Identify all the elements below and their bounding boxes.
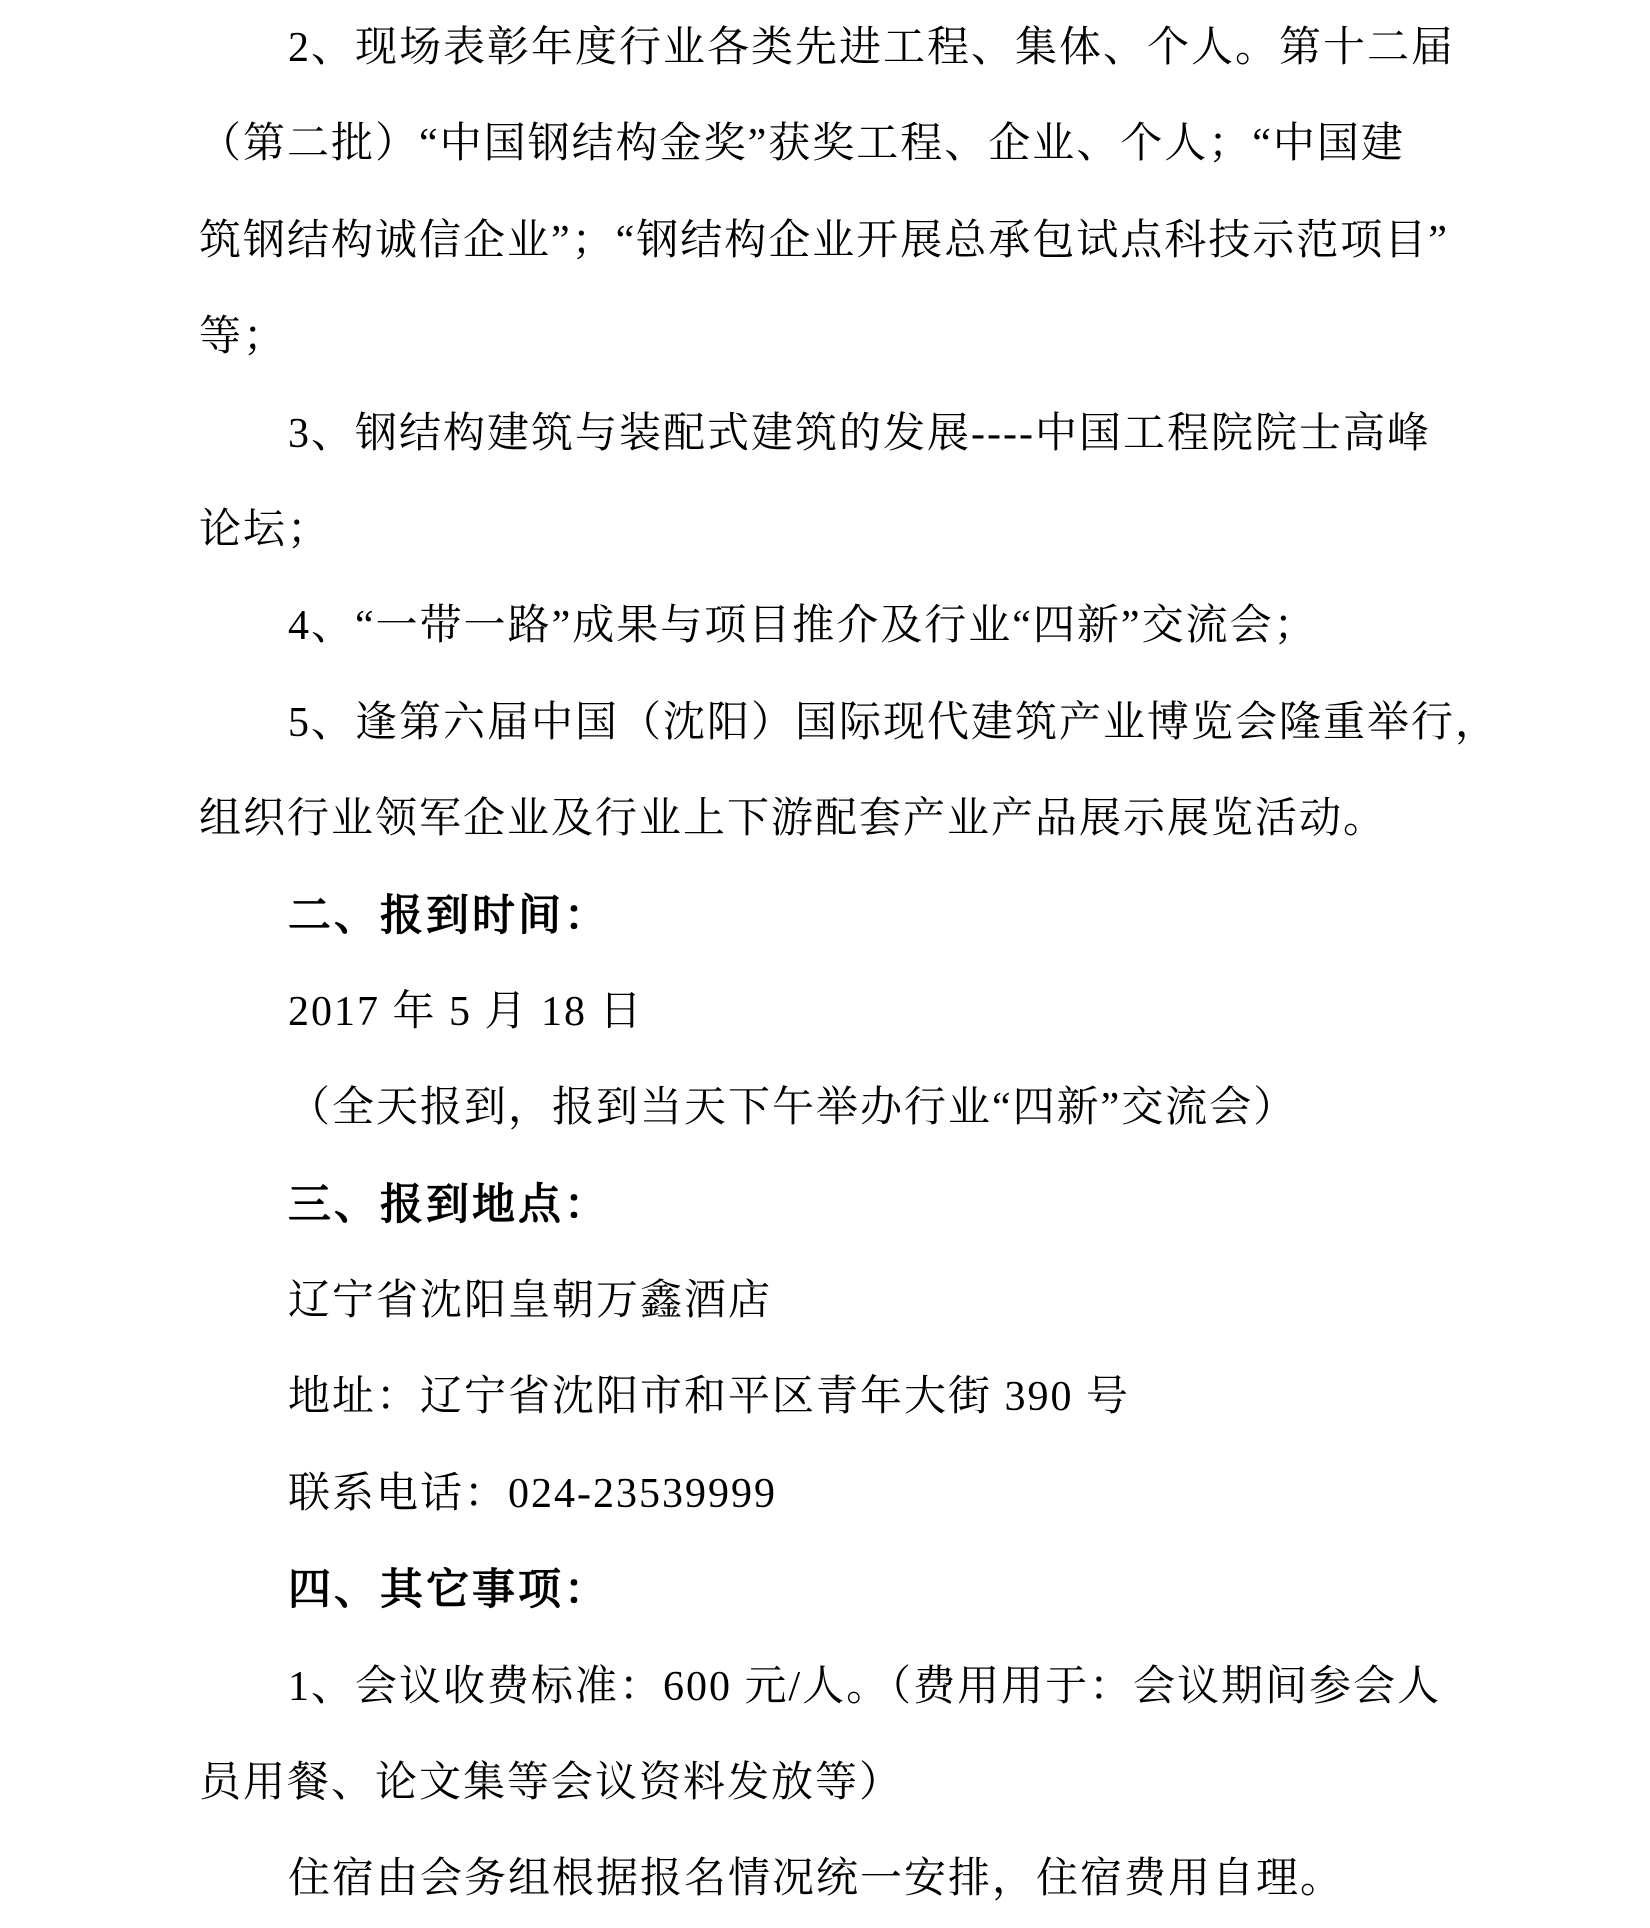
text-line-20: 住宿由会务组根据报名情况统一安排，住宿费用自理。: [288, 1856, 1345, 1903]
text-line-2: （第二批）“中国钢结构金奖”获奖工程、企业、个人；“中国建: [199, 121, 1405, 168]
text-line-4: 等；: [199, 314, 288, 361]
text-line-3: 筑钢结构诚信企业”；“钢结构企业开展总承包试点科技示范项目”: [199, 217, 1449, 264]
text-line-9: 组织行业领军企业及行业上下游配套产业产品展示展览活动。: [199, 796, 1388, 843]
text-line-16: 联系电话：024-23539999: [288, 1470, 777, 1517]
text-line-18: 1、会议收费标准：600 元/人。（费用用于：会议期间参会人: [288, 1663, 1442, 1710]
text-line-5: 3、钢结构建筑与装配式建筑的发展----中国工程院院士高峰: [288, 410, 1431, 457]
text-line-1: 2、现场表彰年度行业各类先进工程、集体、个人。第十二届: [288, 25, 1456, 71]
text-line-14: 辽宁省沈阳皇朝万鑫酒店: [288, 1278, 773, 1325]
text-line-11: 2017 年 5 月 18 日: [288, 988, 644, 1035]
section-heading-line-13: 三、报到地点：: [288, 1180, 610, 1229]
section-heading-line-10: 二、报到时间：: [288, 891, 610, 940]
text-line-8: 5、逢第六届中国（沈阳）国际现代建筑产业博览会隆重举行，: [288, 699, 1500, 746]
text-line-6: 论坛；: [199, 506, 332, 553]
document-body: [199, 0, 1500, 1928]
text-line-15: 地址：辽宁省沈阳市和平区青年大街 390 号: [288, 1374, 1131, 1421]
text-line-7: 4、“一带一路”成果与项目推介及行业“四新”交流会；: [288, 603, 1318, 650]
section-heading-line-17: 四、其它事项：: [288, 1566, 610, 1615]
text-line-19: 员用餐、论文集等会议资料发放等）: [199, 1760, 904, 1807]
text-line-12: （全天报到，报到当天下午举办行业“四新”交流会）: [288, 1085, 1298, 1132]
